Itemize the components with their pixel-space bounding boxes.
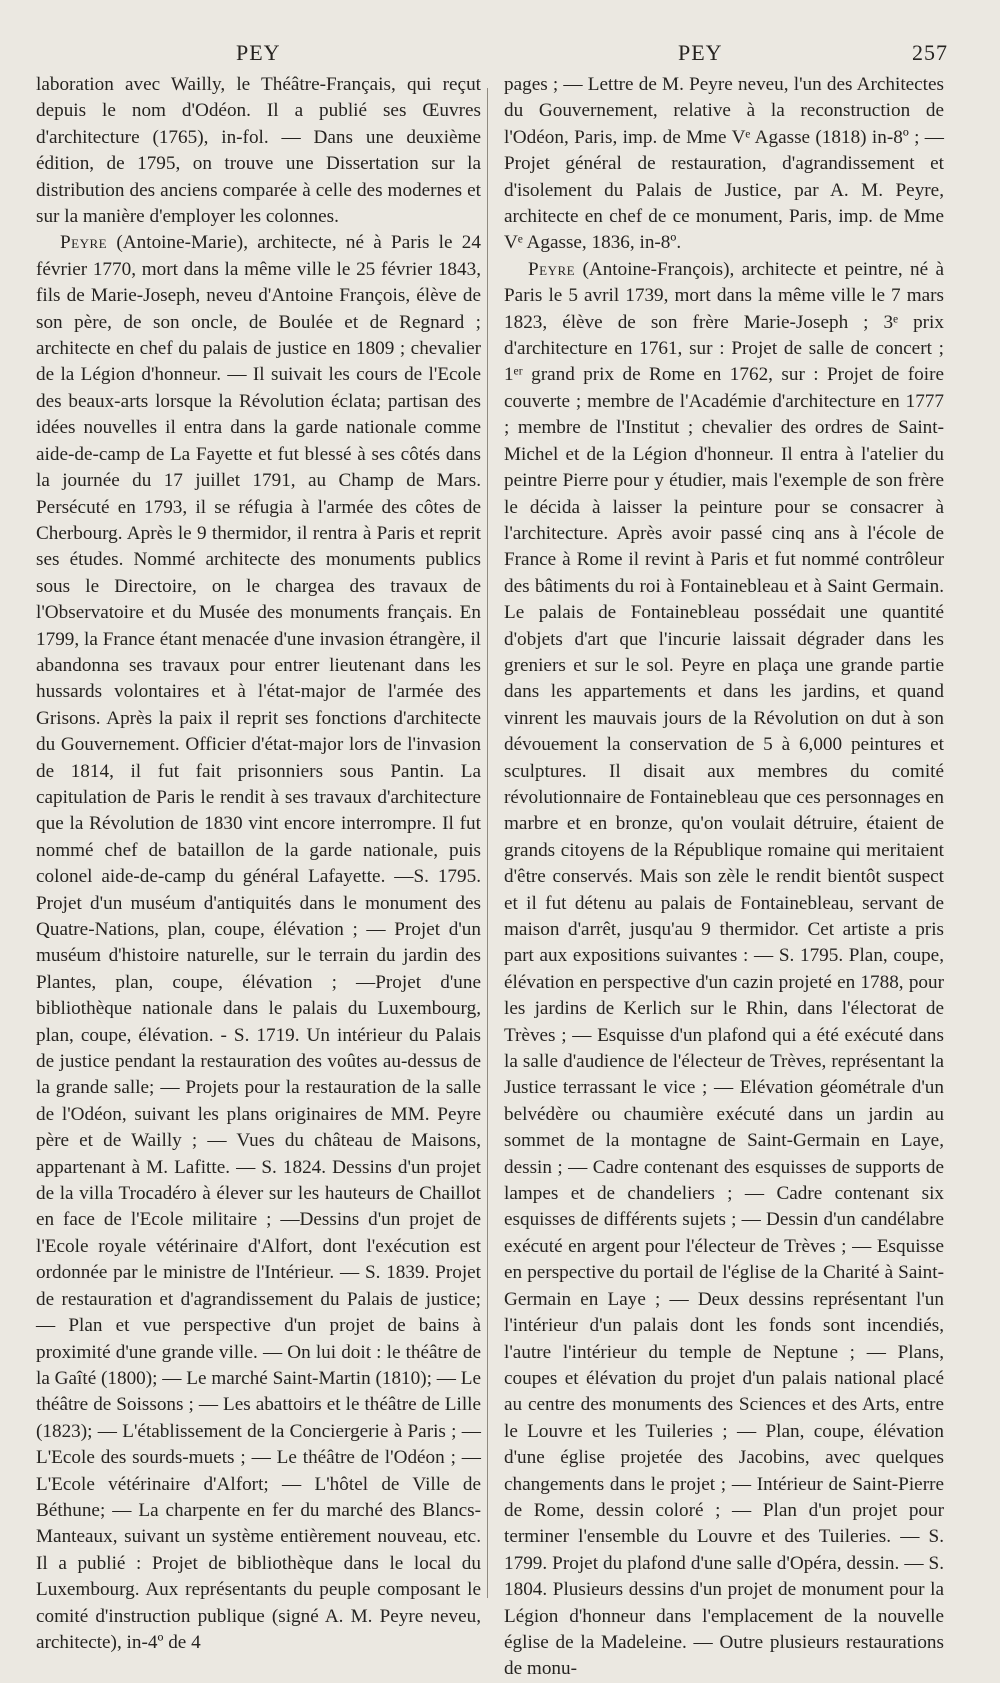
running-head-left: PEY	[236, 40, 281, 65]
entry-text: (Antoine-François), architecte et peintre, né à Paris le 5 avril 1739, mort dans la même ville le 7 mars 1823, élève de son frère Marie-Joseph ; 3ᵉ prix d'architecture en 1761, sur : Projet de salle de concert ; 1ᵉʳ grand prix de Rome en 1762, sur : Projet de foire couverte ; membre de l'Académie d'architecture en 1777 ; membre de l'Institut ; chevalier des ordres de Saint-Michel et de la Légion d'honneur. Il entra à l'atelier du peintre Pierre pour y étudier, mais l'exemple de son frère le décida à laisser la peinture pour se consacrer à l'architecture. Après avoir passé cinq ans à l'école de France à Rome il revint à Paris et fut nommé contrôleur des bâtiments du roi à Fontainebleau et à Saint Germain. Le palais de Fontainebleau possédait une quantité d'objets d'art que l'incurie laissait dégrader dans les greniers et sur le sol. Peyre en plaça une grande partie dans les appartements et dans les jardins, et quand vinrent les mauvais jours de la Révolution on dut à son dévouement la conservation de 5 à 6,000 peintures et sculptures. Il disait aux membres du comité révolutionnaire de Fontainebleau que ces personnages en marbre et en bronze, qu'on voulait détruire, étaient de grands citoyens de la République romaine qui meritaient d'être conservés. Mais son zèle le rendit bientôt suspect et il fut détenu au palais de Fontainebleau, servant de maison d'arrêt, jusqu'au 9 thermidor. Cet artiste a pris part aux expositions suivantes : — S. 1795. Plan, coupe, élévation en perspective d'un cazin projeté en 1788, pour les jardins de Kerlich sur le Rhin, dans l'électorat de Trèves ; — Esquisse d'un plafond qui a été exécuté dans la salle d'audience de l'électeur de Trèves, représentant la Justice terrassant le vice ; — Elévation géométrale d'un belvédère ou chaumière exécuté dans un jardin au sommet de la montagne de Saint-Germain en Laye, dessin ; — Cadre contenant des esquisses de supports de lampes et de chandeliers ; — Cadre contenant six esquisses de différents sujets ; — Dessin d'un candélabre exécuté en argent pour l'électeur de Trèves ; — Esquisse en perspective du portail de l'église de la Charité à Saint-Germain en Laye ; — Deux dessins représentant l'un l'intérieur d'un palais dont les fonds sont incendiés, l'autre l'intérieur du temple de Neptune ; — Plans, coupes et élévation du projet d'un palais national placé au centre des monuments des Sciences et des Arts, entre le Louvre et les Tuileries ; — Plan, coupe, élévation d'une église projetée des Jacobins, avec quelques changements dans le projet ; — Intérieur de Saint-Pierre de Rome, dessin coloré ; — Plan d'un projet pour terminer l'ensemble du Louvre et des Tuileries. — S. 1799. Projet du plafond d'une salle d'Opéra, dessin. — S. 1804. Plusieurs dessins d'un projet de monument pour la Légion d'honneur dans l'emplacement de la nouvelle église de la Madeleine. — Outre plusieurs restaurations de monu-	[504, 258, 944, 1680]
page-number: 257	[912, 40, 948, 65]
right-paragraph-2	[504, 257, 944, 1683]
running-head-right: PEY	[678, 40, 723, 65]
entry-name: Peyre	[528, 258, 576, 280]
entry-name: Peyre	[60, 232, 108, 254]
right-paragraph-1: pages ; — Lettre de M. Peyre neveu, l'un des Architectes du Gouvernement, relative à la reconstruction de l'Odéon, Paris, imp. de Mme Vᵉ Agasse (1818) in-8º ; — Projet général de restauration, d'agrandissement et d'isolement du Palais de Justice, par A. M. Peyre, architecte en chef de ce monument, Paris, imp. de Mme Vᵉ Agasse, 1836, in-8º.	[504, 74, 944, 254]
right-column	[504, 72, 944, 1683]
column-divider	[487, 88, 488, 1598]
left-paragraph-2	[36, 230, 481, 1656]
entry-text: (Antoine-Marie), architecte, né à Paris le 24 février 1770, mort dans la même ville le 25 février 1843, fils de Marie-Joseph, neveu d'Antoine François, élève de son père, de son oncle, de Boulée et de Regnard ; architecte en chef du palais de justice en 1809 ; chevalier de la Légion d'honneur. — Il suivait les cours de l'Ecole des beaux-arts lorsque la Révolution éclata; partisan des idées nouvelles il entra dans la garde nationale comme aide-de-camp de La Fayette et fut blessé à ses côtés dans la journée du 17 juillet 1791, au Champ de Mars. Persécuté en 1793, il se réfugia à l'armée des côtes de Cherbourg. Après le 9 thermidor, il rentra à Paris et reprit ses études. Nommé architecte des monuments publics sous le Directoire, on le chargea des travaux de l'Observatoire et du Musée des monuments français. En 1799, la France étant menacée d'une invasion étrangère, il abandonna ses travaux pour entrer lieutenant dans les hussards volontaires et à l'état-major de l'armée des Grisons. Après la paix il reprit ses fonctions d'architecte du Gouvernement. Officier d'état-major lors de l'invasion de 1814, il fut fait prisonniers sous Pantin. La capitulation de Paris le rendit à ses travaux d'architecture que la Révolution de 1830 vint encore interrompre. Il fut nommé chef de bataillon de la garde nationale, puis colonel aide-de-camp du général Lafayette. —S. 1795. Projet d'un muséum d'antiquités dans le monument des Quatre-Nations, plan, coupe, élévation ; — Projet d'un muséum d'histoire naturelle, sur le terrain du jardin des Plantes, plan, coupe, élévation ; —Projet d'une bibliothèque nationale dans le palais du Luxembourg, plan, coupe, élévation. - S. 1719. Un intérieur du Palais de justice pendant la restauration des voûtes au-dessus de la grande salle; — Projets pour la restauration de la salle de l'Odéon, suivant les plans originaires de MM. Peyre père et de Wailly ; — Vues du château de Maisons, appartenant à M. Lafitte. — S. 1824. Dessins d'un projet de la villa Trocadéro à élever sur les hauteurs de Chaillot en face de l'Ecole militaire ; —Dessins d'un projet de l'Ecole royale vétérinaire d'Alfort, dont l'exécution est ordonnée par le ministre de l'Intérieur. — S. 1839. Projet de restauration et d'agrandissement du Palais de justice; — Plan et vue perspective d'un projet de bains à proximité d'une grande ville. — On lui doit : le théâtre de la Gaîté (1800); — Le marché Saint-Martin (1810); — Le théâtre de Soissons ; — Les abattoirs et le théâtre de Lille (1823); — L'établissement de la Conciergerie à Paris ; — L'Ecole des sourds-muets ; — Le théâtre de l'Odéon ; — L'Ecole vétérinaire d'Alfort; — L'hôtel de Ville de Béthune; — La charpente en fer du marché des Blancs-Manteaux, suivant un système entièrement nouveau, etc. Il a publié : Projet de bibliothèque dans le local du Luxembourg. Aux représentants du peuple composant le comité d'instruction publique (signé A. M. Peyre neveu, architecte), in-4º de 4	[36, 232, 481, 1653]
left-paragraph-1: laboration avec Wailly, le Théâtre-Français, qui reçut depuis le nom d'Odéon. Il a publié ses Œuvres d'architecture (1765), in-fol. — Dans une deuxième édition, de 1795, on trouve une Dissertation sur la distribution des anciens comparée à celle des modernes et sur la manière d'employer les colonnes.	[36, 74, 481, 228]
left-column	[36, 72, 481, 1656]
